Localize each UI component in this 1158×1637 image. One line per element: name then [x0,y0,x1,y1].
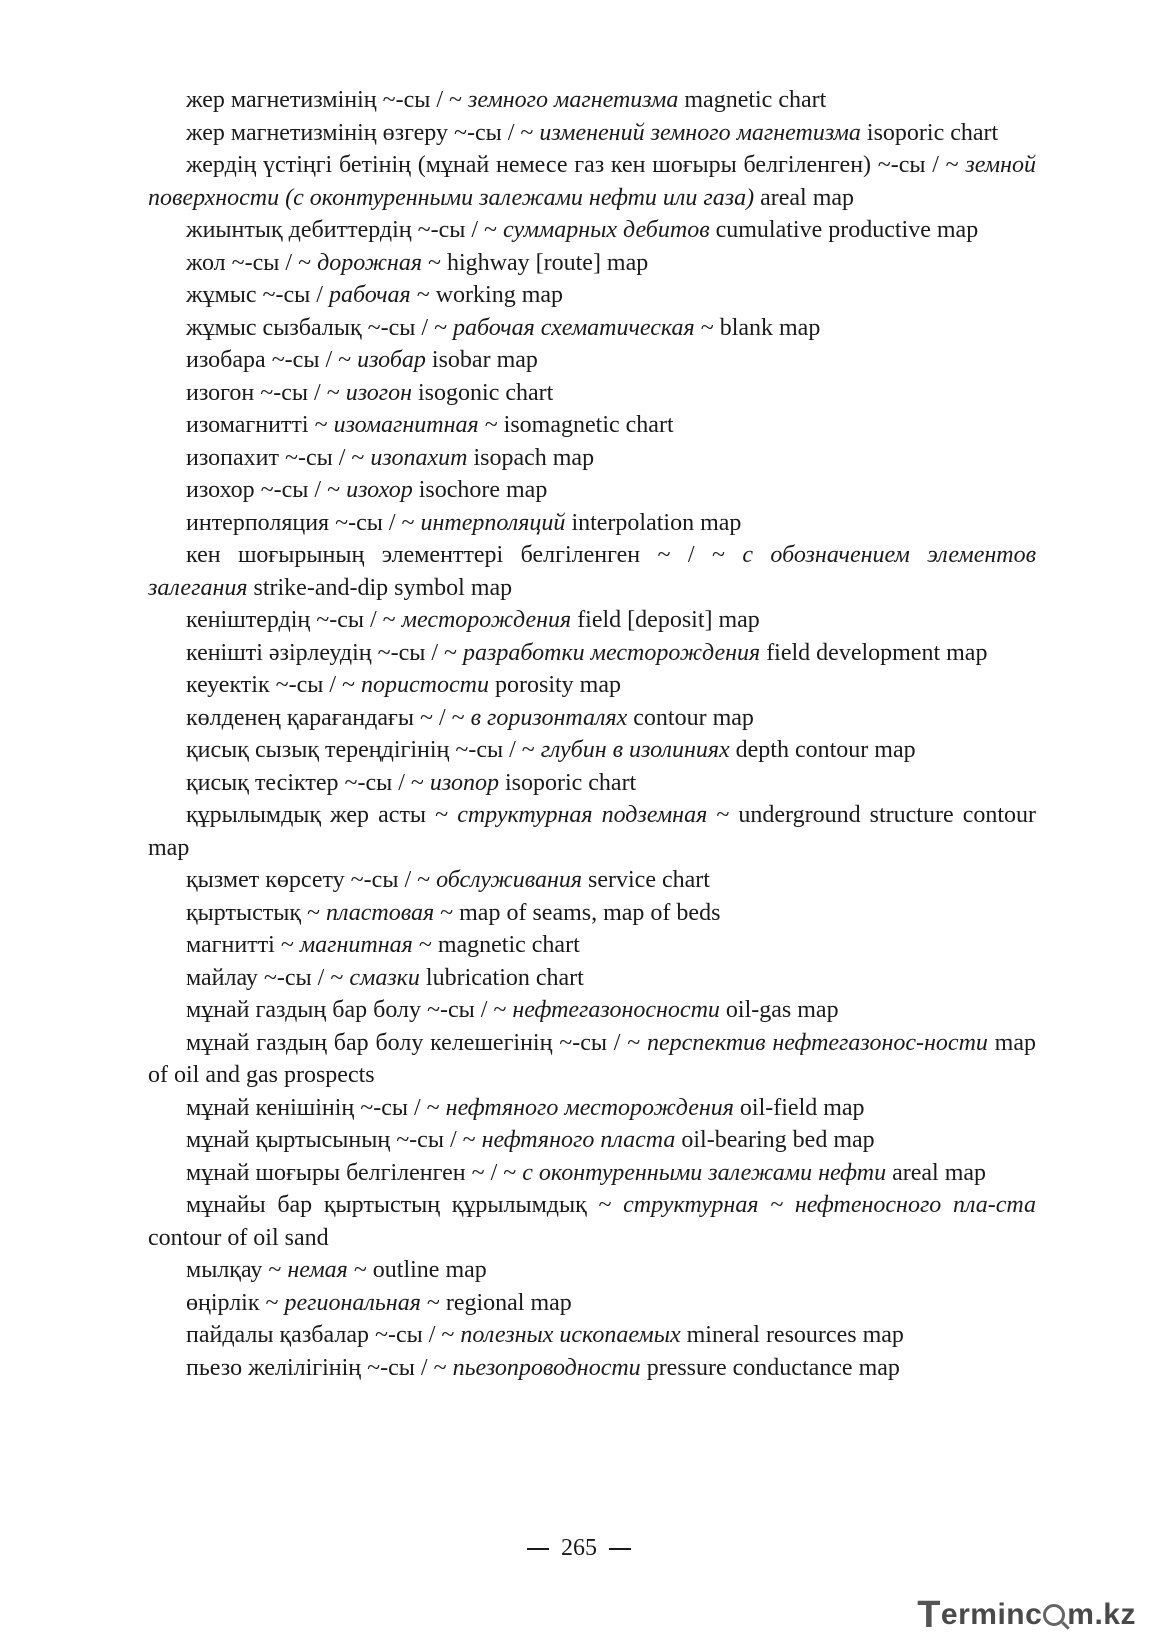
entry-kazakh-term: кеуектік ~-сы / ~ [186,672,362,698]
entry-kazakh-term: мұнай кенішінің ~-сы / ~ [186,1094,446,1121]
dictionary-entry [148,637,1036,670]
dictionary-entry [148,1254,1036,1287]
dictionary-entry [148,474,1036,507]
dictionary-entry [148,377,1036,410]
dictionary-entries [148,84,1036,1384]
entry-russian-term: разработки месторождения [463,639,761,666]
entry-kazakh-term: өңірлік ~ [186,1289,285,1316]
entry-english-term: isogonic chart [412,379,554,406]
entry-english-term: depth contour map [729,737,916,763]
entry-kazakh-term: көлденең қарағандағы ~ / ~ [186,704,471,731]
entry-russian-term: изобар [357,347,426,373]
entry-kazakh-term: пайдалы қазбалар ~-сы / ~ [186,1322,461,1348]
entry-kazakh-term: жер магнетизмінің ~-сы / ~ [186,87,469,113]
dash-right [609,1548,631,1550]
entry-russian-term: рабочая схематическая [453,314,695,341]
entry-russian-term: интерполяций [420,509,566,536]
dictionary-entry [148,1124,1036,1157]
dictionary-entry [148,312,1036,345]
entry-kazakh-term: жер магнетизмінің өзгеру ~-сы / ~ [186,119,540,146]
entry-russian-term: рабочая [328,282,411,308]
dictionary-entry [148,1027,1036,1092]
entry-kazakh-term: кеніштердің ~-сы / ~ [186,607,402,633]
entry-russian-term: земного магнетизма [468,87,679,113]
entry-english-term: lubrication chart [419,964,584,991]
entry-russian-term: нефтегазоносности [512,997,720,1023]
entry-english-term: cumulative productive map [709,217,979,243]
entry-russian-term: суммарных дебитов [503,217,710,243]
entry-russian-term: структурная подземная [457,802,708,828]
dictionary-entry [148,1157,1036,1190]
dictionary-entry [148,962,1036,995]
entry-english-term: ~ map of seams, map of beds [434,899,721,926]
dictionary-entry [148,539,1036,604]
entry-english-term: isobar map [425,347,538,373]
entry-russian-term: пьезопроводности [452,1354,641,1381]
entry-kazakh-term: изобара ~-сы / ~ [186,347,358,373]
entry-kazakh-term: қисық тесіктер ~-сы / ~ [186,769,430,796]
dictionary-entry [148,247,1036,280]
entry-kazakh-term: магнитті ~ [186,932,300,958]
dictionary-entry [148,799,1036,864]
dictionary-entry [148,1352,1036,1385]
entry-russian-term: в горизонталях [470,704,628,731]
dictionary-entry [148,604,1036,637]
entry-kazakh-term: интерполяция ~-сы / ~ [186,509,421,536]
entry-english-term: ~ working map [410,282,564,308]
entry-russian-term: структурная ~ нефтеносного пла-ста [623,1192,1037,1218]
entry-kazakh-term: мұнайы бар қыртыстың құрылымдық ~ [186,1192,624,1218]
entry-russian-term: смазки [349,964,420,991]
entry-russian-term: изменений земного магнетизма [539,119,861,146]
dash-left [527,1548,549,1550]
entry-kazakh-term: мұнай газдың бар болу ~-сы / ~ [186,997,513,1023]
entry-russian-term: обслуживания [436,867,583,893]
entry-english-term: areal map [754,184,855,211]
dictionary-entry [148,734,1036,767]
entry-english-term: ~ outline map [347,1257,487,1283]
entry-russian-term: полезных ископаемых [460,1322,681,1348]
entry-english-term: pressure conductance map [640,1354,900,1381]
entry-english-term: isochore map [412,477,548,503]
entry-russian-term: месторождения [401,607,572,633]
dictionary-entry [148,897,1036,930]
entry-russian-term: немая [287,1257,348,1283]
dictionary-entry [148,864,1036,897]
dictionary-entry [148,1287,1036,1320]
entry-english-term: areal map [886,1159,987,1186]
entry-kazakh-term: қыртыстық ~ [186,899,326,926]
dictionary-entry [148,149,1036,214]
entry-english-term: field development map [760,639,988,666]
entry-english-term: interpolation map [565,509,742,536]
entry-russian-term: изомагнитная [333,412,479,438]
dictionary-entry [148,767,1036,800]
watermark-logo: T ermin c m.kz [917,1593,1136,1636]
dictionary-entry [148,279,1036,312]
entry-russian-term: изопор [429,769,499,796]
entry-russian-term: нефтяного месторождения [445,1094,734,1121]
dictionary-entry [148,994,1036,1027]
entry-russian-term: изохор [346,477,413,503]
page-number [0,1533,1158,1563]
entry-english-term: ~ highway [route] map [422,249,649,276]
entry-english-term: strike-and-dip symbol map [247,574,513,601]
dictionary-entry [148,84,1036,117]
dictionary-entry [148,929,1036,962]
entry-russian-term: нефтяного пласта [481,1127,676,1153]
entry-english-term: ~ regional map [420,1289,572,1316]
entry-kazakh-term: қисық сызық тереңдігінің ~-сы / ~ [186,737,541,763]
entry-english-term: contour map [627,704,754,731]
entry-english-term: ~ blank map [694,314,821,341]
entry-russian-term: земной поверхности (с оконтуренными залежами нефти или газа) [148,152,1036,211]
entry-russian-term: изопахит [370,444,468,471]
entry-kazakh-term: изомагнитті ~ [186,412,334,438]
entry-english-term: isopach map [467,444,595,471]
entry-english-term: porosity map [489,672,621,698]
entry-kazakh-term: майлау ~-сы / ~ [186,964,350,991]
entry-russian-term: региональная [284,1289,421,1316]
entry-kazakh-term: мұнай шоғыры белгіленген ~ / ~ [186,1159,523,1186]
entry-english-term: ~ magnetic chart [412,932,580,958]
entry-kazakh-term: қызмет көрсету ~-сы / ~ [186,867,437,893]
entry-kazakh-term: құрылымдық жер асты ~ [186,802,458,828]
page-number-text: 265 [561,1535,597,1561]
entry-english-term: oil-field map [733,1094,865,1121]
dictionary-entry [148,409,1036,442]
entry-english-term: contour of oil sand [148,1224,329,1251]
entry-kazakh-term: мұнай қыртысының ~-сы / ~ [186,1127,482,1153]
dictionary-entry [148,507,1036,540]
dictionary-entry [148,214,1036,247]
entry-kazakh-term: жұмыс сызбалық ~-сы / ~ [186,314,454,341]
entry-kazakh-term: жол ~-сы / ~ [186,249,318,276]
entry-russian-term: дорожная [317,249,422,276]
entry-kazakh-term: кен шоғырының элементтері белгіленген ~ / ~ [186,542,743,568]
entry-english-term: oil-bearing bed map [675,1127,875,1153]
entry-kazakh-term: пьезо желілігінің ~-сы / ~ [186,1354,453,1381]
entry-english-term: map of oil and gas prospects [148,1029,1037,1088]
entry-english-term: mineral resources map [680,1322,904,1348]
dictionary-entry [148,1319,1036,1352]
entry-kazakh-term: изопахит ~-сы / ~ [186,444,371,471]
entry-kazakh-term: жұмыс ~-сы / [186,282,329,308]
entry-english-term: magnetic chart [678,87,827,113]
magnifier-icon [1043,1604,1065,1626]
entry-english-term: isoporic chart [860,119,999,146]
dictionary-entry [148,669,1036,702]
entry-kazakh-term: мұнай газдың бар болу келешегінің ~-сы / ~ [186,1029,647,1056]
dictionary-entry [148,1189,1036,1254]
entry-english-term: service chart [582,867,710,893]
entry-kazakh-term: жердің үстіңгі бетінің (мұнай немесе газ кен шоғыры белгіленген) ~-сы / ~ [186,152,966,178]
entry-english-term: ~ isomagnetic chart [478,412,674,438]
entry-russian-term: пластовая [326,899,435,926]
entry-kazakh-term: кеніштi әзiрлеудің ~-сы / ~ [186,639,463,666]
entry-russian-term: магнитная [299,932,413,958]
dictionary-entry [148,702,1036,735]
dictionary-entry [148,442,1036,475]
entry-english-term: oil-gas map [719,997,839,1023]
entry-russian-term: изогон [345,379,413,406]
entry-russian-term: пористости [361,672,489,698]
entry-kazakh-term: жиынтық дебиттердің ~-сы / ~ [186,217,504,243]
entry-english-term: field [deposit] map [571,607,760,633]
dictionary-entry [148,1092,1036,1125]
entry-english-term: ~ underground structure contour map [148,802,1037,861]
entry-russian-term: перспектив нефтегазонос-ности [646,1029,988,1056]
entry-russian-term: с обозначением элементов залегания [148,542,1036,601]
entry-kazakh-term: изогон ~-сы / ~ [186,379,346,406]
dictionary-entry [148,344,1036,377]
entry-russian-term: с оконтуренными залежами нефти [522,1159,887,1186]
entry-english-term: isoporic chart [498,769,637,796]
entry-kazakh-term: мылқау ~ [186,1257,288,1283]
entry-russian-term: глубин в изолиниях [540,737,730,763]
entry-kazakh-term: изохор ~-сы / ~ [186,477,347,503]
dictionary-entry [148,117,1036,150]
watermark-t: T [917,1593,941,1636]
